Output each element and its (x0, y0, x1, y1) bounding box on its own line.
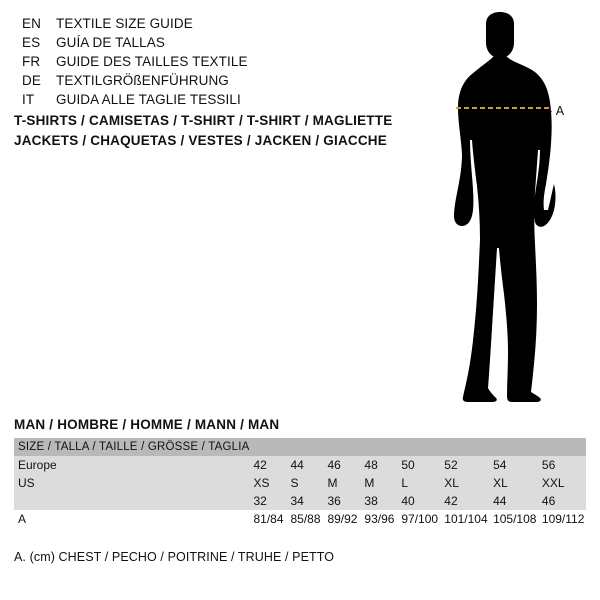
table-row (14, 510, 586, 528)
table-cell: XS (250, 474, 287, 492)
table-cell: 34 (286, 492, 323, 510)
table-header-cell (286, 438, 323, 456)
table-header-cell (538, 438, 586, 456)
language-code: DE (22, 73, 41, 88)
table-cell: 42 (440, 492, 489, 510)
language-title: GUÍA DE TALLAS (56, 35, 165, 50)
table-cell: S (286, 474, 323, 492)
size-table (14, 438, 586, 528)
table-cell: 85/88 (286, 510, 323, 528)
table-cell: M (323, 474, 360, 492)
language-list (22, 16, 402, 111)
row-label (14, 492, 250, 510)
chest-measure-label: - A (548, 104, 565, 118)
table-cell: 52 (440, 456, 489, 474)
table-cell: 54 (489, 456, 538, 474)
table-cell: 50 (397, 456, 440, 474)
table-cell: XL (440, 474, 489, 492)
language-row-es (22, 35, 402, 54)
language-title: TEXTILE SIZE GUIDE (56, 16, 193, 31)
table-header-cell (489, 438, 538, 456)
table-cell: L (397, 474, 440, 492)
table-row (14, 456, 586, 474)
language-code: IT (22, 92, 35, 107)
table-row (14, 474, 586, 492)
language-title: GUIDE DES TAILLES TEXTILE (56, 54, 248, 69)
row-label: US (14, 474, 250, 492)
row-label: A (14, 510, 250, 528)
language-row-it (22, 92, 402, 111)
table-cell: 38 (360, 492, 397, 510)
table-cell: 32 (250, 492, 287, 510)
table-cell: 40 (397, 492, 440, 510)
table-cell: 46 (538, 492, 586, 510)
language-title: GUIDA ALLE TAGLIE TESSILI (56, 92, 241, 107)
row-label: Europe (14, 456, 250, 474)
table-cell: 56 (538, 456, 586, 474)
table-header-cell (440, 438, 489, 456)
category-jackets: JACKETS / CHAQUETAS / VESTES / JACKEN / GIACCHE (14, 133, 387, 148)
table-cell: 44 (286, 456, 323, 474)
table-header-cell (323, 438, 360, 456)
language-code: EN (22, 16, 41, 31)
category-list (14, 111, 434, 151)
language-row-en (22, 16, 402, 35)
table-header-label: SIZE / TALLA / TAILLE / GRÖSSE / TAGLIA (14, 438, 250, 456)
table-cell: 101/104 (440, 510, 489, 528)
category-tshirts: T-SHIRTS / CAMISETAS / T-SHIRT / T-SHIRT / MAGLIETTE (14, 113, 393, 128)
table-cell: XXL (538, 474, 586, 492)
male-silhouette (400, 12, 600, 404)
table-header-row (14, 438, 586, 456)
table-cell: XL (489, 474, 538, 492)
table-cell: 48 (360, 456, 397, 474)
table-row (14, 492, 586, 510)
table-group-heading: MAN / HOMBRE / HOMME / MANN / MAN (14, 417, 280, 432)
table-cell: 97/100 (397, 510, 440, 528)
language-code: FR (22, 54, 41, 69)
table-cell: 105/108 (489, 510, 538, 528)
table-cell: 46 (323, 456, 360, 474)
language-code: ES (22, 35, 41, 50)
table-cell: 44 (489, 492, 538, 510)
silhouette-body (454, 12, 556, 402)
table-cell: M (360, 474, 397, 492)
language-title: TEXTILGRÖßENFÜHRUNG (56, 73, 229, 88)
table-cell: 42 (250, 456, 287, 474)
language-row-fr (22, 54, 402, 73)
language-row-de (22, 73, 402, 92)
table-header-cell (397, 438, 440, 456)
table-cell: 109/112 (538, 510, 586, 528)
table-cell: 93/96 (360, 510, 397, 528)
table-cell: 36 (323, 492, 360, 510)
table-footnote: A. (cm) CHEST / PECHO / POITRINE / TRUHE / PETTO (14, 550, 335, 564)
table-header-cell (360, 438, 397, 456)
table-cell: 89/92 (323, 510, 360, 528)
table-header-cell (250, 438, 287, 456)
table-cell: 81/84 (250, 510, 287, 528)
